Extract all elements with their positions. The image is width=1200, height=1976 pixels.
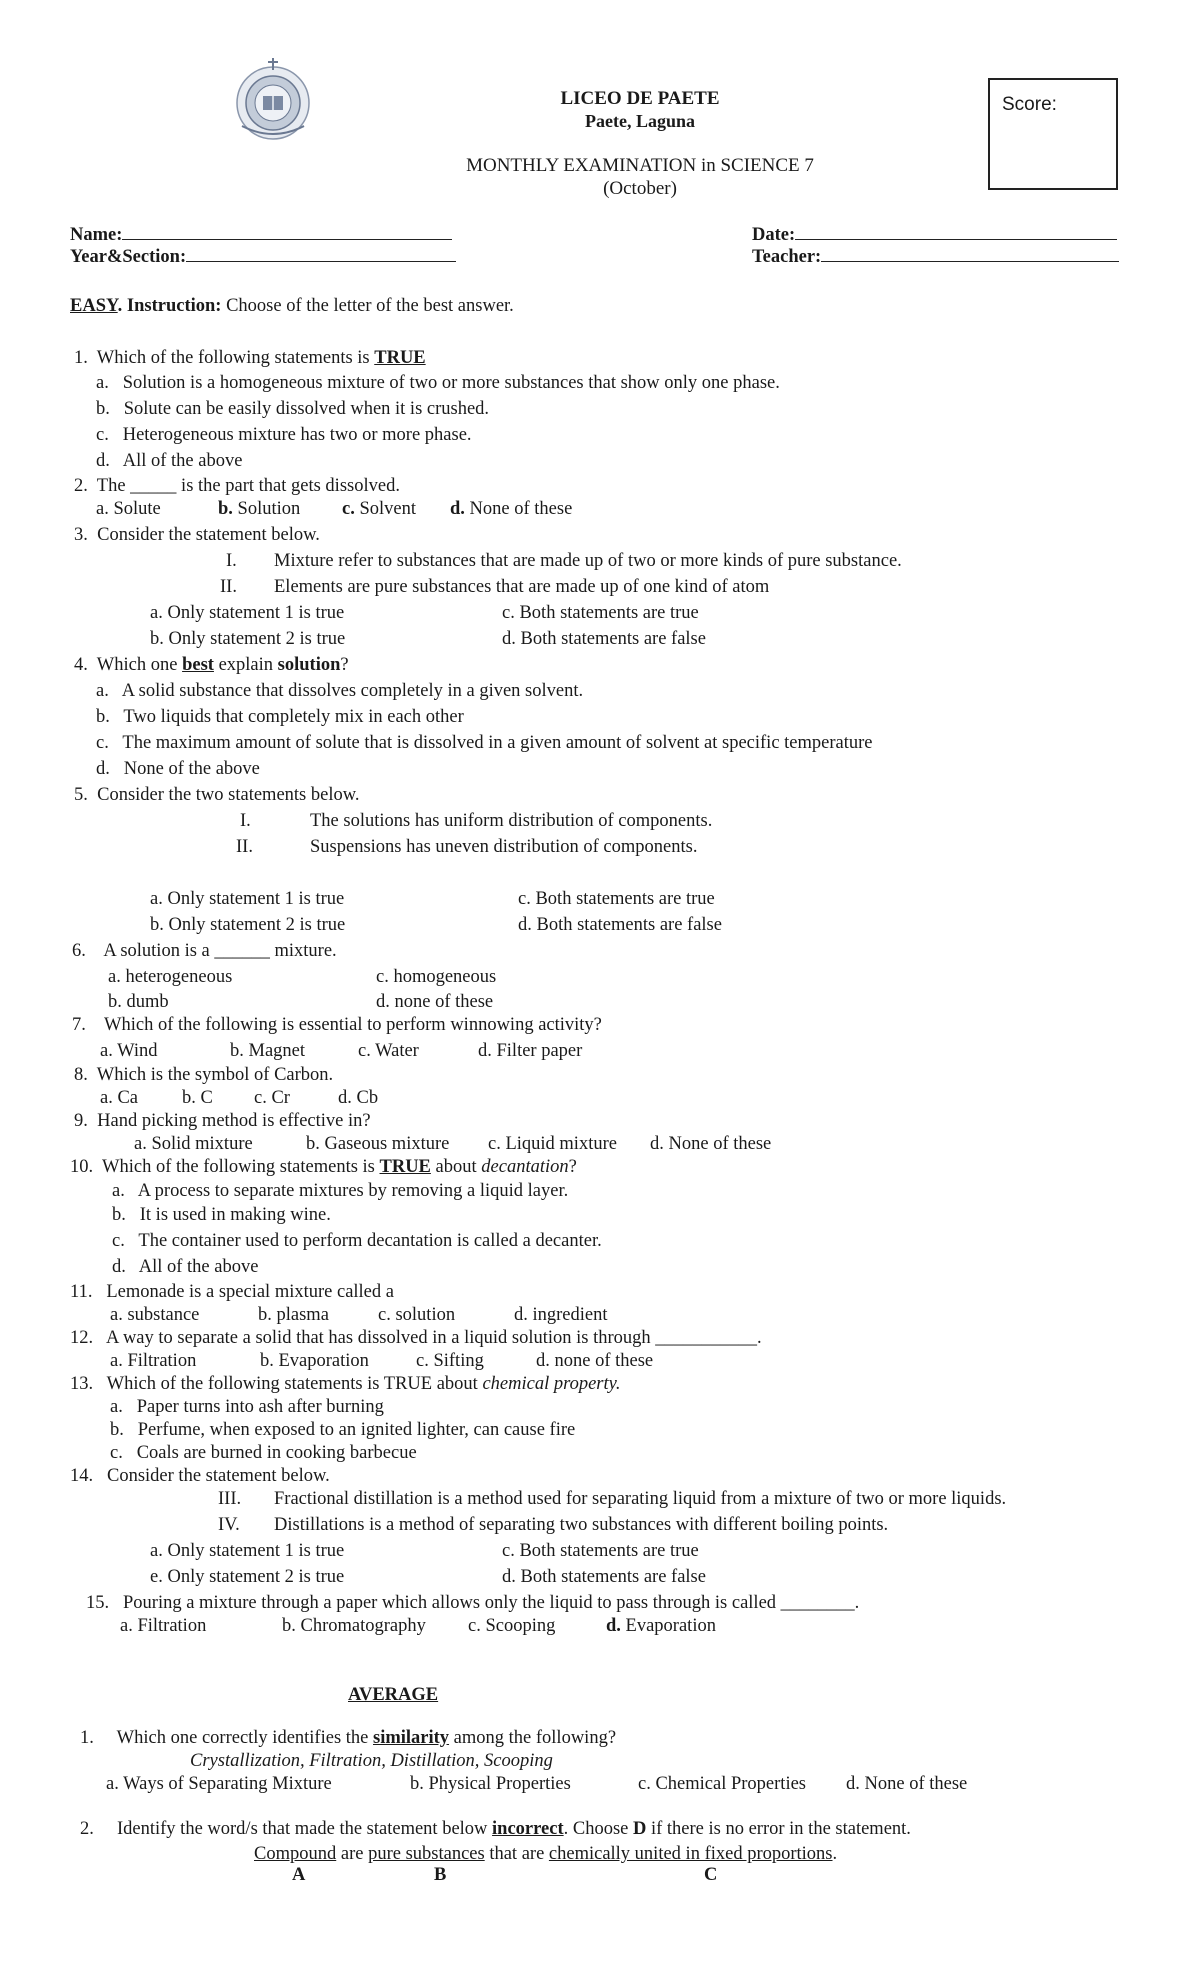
q7-option-a[interactable]: a. Wind [100,1041,158,1061]
q15-option-a[interactable]: a. Filtration [120,1616,207,1636]
q5-stem: 5. Consider the two statements below. [74,785,360,805]
q12-option-a[interactable]: a. Filtration [110,1351,197,1371]
q3-option-d[interactable]: d. Both statements are false [502,629,706,649]
q1-option-d[interactable]: d. All of the above [96,451,243,471]
q9-option-a[interactable]: a. Solid mixture [134,1134,253,1154]
q10-option-a[interactable]: a. A process to separate mixtures by removing a liquid layer. [112,1181,569,1201]
name-label: Name: [70,225,123,245]
q10-option-b[interactable]: b. It is used in making wine. [112,1205,331,1225]
q4-option-d[interactable]: d. None of the above [96,759,260,779]
q4-stem: 4. Which one best explain solution? [74,655,349,675]
q3-option-a[interactable]: a. Only statement 1 is true [150,603,345,623]
q3-statement-1-num: I. [226,551,237,571]
q8-option-a[interactable]: a. Ca [100,1088,139,1108]
q14-stem: 14. Consider the statement below. [70,1466,330,1486]
q2-option-d[interactable]: d. None of these [450,499,573,519]
q12-option-d[interactable]: d. none of these [536,1351,654,1371]
q11-stem: 11. Lemonade is a special mixture called a [70,1282,394,1302]
q3-statement-2-num: II. [220,577,237,597]
q13-option-a[interactable]: a. Paper turns into ash after burning [110,1397,384,1417]
q11-option-c[interactable]: c. solution [378,1305,456,1325]
avg-q2-label-c[interactable]: C [704,1865,718,1885]
q11-option-b[interactable]: b. plasma [258,1305,329,1325]
q7-option-c[interactable]: c. Water [358,1041,419,1061]
q9-stem: 9. Hand picking method is effective in? [74,1111,371,1131]
q2-stem: 2. The _____ is the part that gets dissolved. [74,476,400,496]
q1-option-c[interactable]: c. Heterogeneous mixture has two or more phase. [96,425,472,445]
teacher-line[interactable] [821,246,1119,262]
instruction-label: Instruction: [126,296,222,316]
q14-statement-1: Fractional distillation is a method used for separating liquid from a mixture of two or more liquids. [274,1489,1007,1509]
q7-option-b[interactable]: b. Magnet [230,1041,306,1061]
score-box [988,78,1118,190]
q6-option-d[interactable]: d. none of these [376,992,494,1012]
q8-stem: 8. Which is the symbol of Carbon. [74,1065,334,1085]
q3-stem: 3. Consider the statement below. [74,525,320,545]
q6-option-b[interactable]: b. dumb [108,992,169,1012]
q10-option-d[interactable]: d. All of the above [112,1257,259,1277]
q4-option-a[interactable]: a. A solid substance that dissolves completely in a given solvent. [96,681,584,701]
year-section-field[interactable] [70,246,456,267]
q12-option-b[interactable]: b. Evaporation [260,1351,369,1371]
instruction-text: Choose of the letter of the best answer. [221,296,514,316]
average-heading: AVERAGE [348,1685,439,1705]
date-field[interactable] [752,224,1117,245]
q7-stem: 7. Which of the following is essential to perform winnowing activity? [72,1015,602,1035]
q5-statement-1: The solutions has uniform distribution of components. [310,811,713,831]
avg-q1-items: Crystallization, Filtration, Distillation, Scooping [190,1751,553,1771]
q9-option-d[interactable]: d. None of these [650,1134,772,1154]
q15-option-d[interactable]: d. Evaporation [606,1616,716,1636]
q15-option-c[interactable]: c. Scooping [468,1616,556,1636]
name-line[interactable] [122,224,452,240]
q4-option-c[interactable]: c. The maximum amount of solute that is dissolved in a given amount of solvent at specific temperature [96,733,873,753]
q3-option-c[interactable]: c. Both statements are true [502,603,699,623]
q8-option-b[interactable]: b. C [182,1088,213,1108]
q14-statement-2-num: IV. [218,1515,240,1535]
avg-q1-option-c[interactable]: c. Chemical Properties [638,1774,806,1794]
q8-option-d[interactable]: d. Cb [338,1088,379,1108]
q9-option-b[interactable]: b. Gaseous mixture [306,1134,450,1154]
q2-option-a[interactable]: a. Solute [96,499,161,519]
q9-option-c[interactable]: c. Liquid mixture [488,1134,617,1154]
avg-q1-option-d[interactable]: d. None of these [846,1774,968,1794]
segment-b: pure substances [368,1844,485,1864]
q5-statement-2: Suspensions has uneven distribution of components. [310,837,698,857]
q2-option-c[interactable]: c. Solvent [342,499,416,519]
q14-statement-1-num: III. [218,1489,242,1509]
q5-option-b[interactable]: b. Only statement 2 is true [150,915,346,935]
q8-option-c[interactable]: c. Cr [254,1088,290,1108]
school-logo [230,56,316,142]
q14-option-a[interactable]: a. Only statement 1 is true [150,1541,345,1561]
q1-stem: 1. Which of the following statements is TRUE [74,348,426,368]
q1-option-b[interactable]: b. Solute can be easily dissolved when it is crushed. [96,399,490,419]
school-name: LICEO DE PAETE [560,88,720,109]
avg-q2-label-b[interactable]: B [434,1865,447,1885]
q15-option-b[interactable]: b. Chromatography [282,1616,426,1636]
easy-instruction: EASY. Instruction: Choose of the letter of the best answer. [70,296,514,316]
exam-title: MONTHLY EXAMINATION in SCIENCE 7 [466,155,814,176]
easy-label: EASY [70,296,118,316]
q6-stem: 6. A solution is a ______ mixture. [72,941,337,961]
q3-option-b[interactable]: b. Only statement 2 is true [150,629,346,649]
segment-c: chemically united in fixed proportions [548,1844,833,1864]
q3-statement-2: Elements are pure substances that are made up of one kind of atom [274,577,770,597]
date-line[interactable] [795,224,1117,240]
q14-option-b[interactable]: e. Only statement 2 is true [150,1567,345,1587]
q5-statement-2-num: II. [236,837,253,857]
q13-option-b[interactable]: b. Perfume, when exposed to an ignited lighter, can cause fire [110,1420,576,1440]
q5-option-d[interactable]: d. Both statements are false [518,915,722,935]
q6-option-a[interactable]: a. heterogeneous [108,967,233,987]
avg-q2-stem: 2. Identify the word/s that made the statement below incorrect. Choose D if there is no error in the statement. [80,1819,911,1839]
avg-q1-option-a[interactable]: a. Ways of Separating Mixture [106,1774,332,1794]
q2-option-b[interactable]: b. Solution [218,499,301,519]
teacher-field[interactable] [752,246,1119,267]
q10-stem: 10. Which of the following statements is TRUE about decantation? [70,1157,577,1177]
q13-stem: 13. Which of the following statements is TRUE about chemical property. [70,1374,621,1394]
q14-option-d[interactable]: d. Both statements are false [502,1567,706,1587]
avg-q1-option-b[interactable]: b. Physical Properties [410,1774,571,1794]
q6-option-c[interactable]: c. homogeneous [376,967,497,987]
q7-option-d[interactable]: d. Filter paper [478,1041,583,1061]
q3-statement-1: Mixture refer to substances that are made up of two or more kinds of pure substance. [274,551,902,571]
q5-statement-1-num: I. [240,811,251,831]
score-label: Score: [1002,94,1057,115]
q11-option-d[interactable]: d. ingredient [514,1305,608,1325]
avg-q2-statement: Compound are pure substances that are chemically united in fixed proportions. [254,1844,838,1864]
q12-stem: 12. A way to separate a solid that has dissolved in a liquid solution is through ___________. [70,1328,762,1348]
q13-option-c[interactable]: c. Coals are burned in cooking barbecue [110,1443,417,1463]
q14-statement-2: Distillations is a method of separating two substances with different boiling points. [274,1515,889,1535]
q14-option-c[interactable]: c. Both statements are true [502,1541,699,1561]
q1-option-a[interactable]: a. Solution is a homogeneous mixture of two or more substances that show only one phase. [96,373,780,393]
date-label: Date: [752,225,796,245]
school-location: Paete, Laguna [585,111,695,131]
q4-option-b[interactable]: b. Two liquids that completely mix in each other [96,707,464,727]
segment-a: Compound [254,1844,337,1864]
q5-option-c[interactable]: c. Both statements are true [518,889,715,909]
q15-stem: 15. Pouring a mixture through a paper which allows only the liquid to pass through is called ________. [86,1593,860,1613]
name-field[interactable] [70,224,452,245]
exam-month: (October) [603,178,677,199]
q11-option-a[interactable]: a. substance [110,1305,200,1325]
q12-option-c[interactable]: c. Sifting [416,1351,484,1371]
teacher-label: Teacher: [752,247,822,267]
q10-option-c[interactable]: c. The container used to perform decantation is called a decanter. [112,1231,602,1251]
year-section-line[interactable] [186,246,456,262]
year-section-label: Year&Section: [70,247,187,267]
avg-q2-label-a[interactable]: A [292,1865,306,1885]
q5-option-a[interactable]: a. Only statement 1 is true [150,889,345,909]
avg-q1-stem: 1. Which one correctly identifies the similarity among the following? [80,1728,617,1748]
